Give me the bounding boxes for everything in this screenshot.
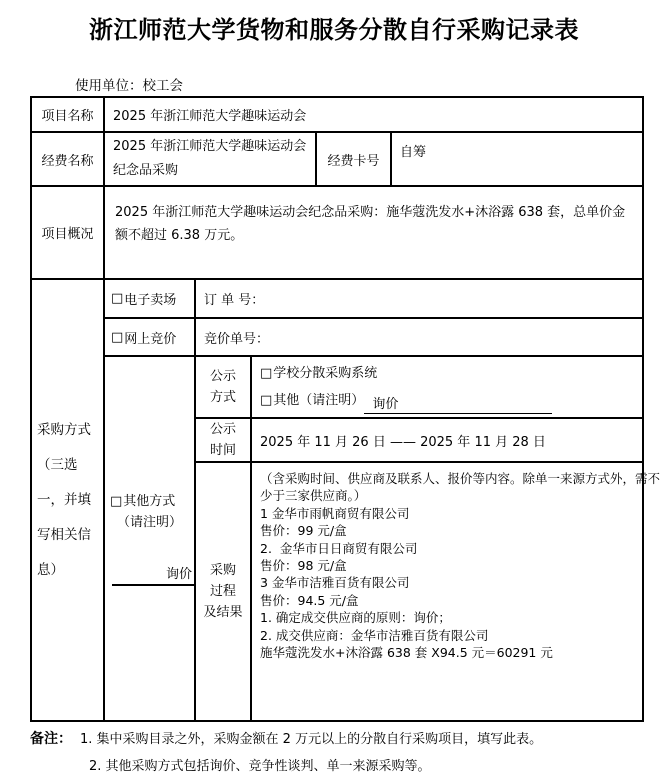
electronic-market-label: 电子卖场 xyxy=(124,293,177,308)
publicity-method-label: 公示 方式 xyxy=(196,357,252,419)
fund-name-value: 2025 年浙江师范大学趣味运动会纪念品采购 xyxy=(105,133,317,187)
fund-name-label: 经费名称 xyxy=(32,133,105,187)
project-name-label: 项目名称 xyxy=(32,98,105,133)
order-number-field[interactable]: 订 单 号： xyxy=(196,280,642,319)
notes-section xyxy=(30,726,645,780)
purchase-method-label: 采购方式 （三选 一，并填 写相关信 息） xyxy=(32,280,105,720)
other-method-checkbox[interactable]: □ xyxy=(110,494,123,509)
process-result-label: 采购 过程 及结果 xyxy=(196,463,252,720)
school-system-checkbox[interactable]: □ xyxy=(260,366,273,381)
electronic-market-checkbox[interactable]: □ xyxy=(111,291,124,306)
fund-card-label: 经费卡号 xyxy=(317,133,392,187)
other-method-fill-blank[interactable]: 询价 xyxy=(112,566,195,586)
project-overview-value: 2025 年浙江师范大学趣味运动会纪念品采购：施华蔻洗发水+沐浴露 638 套，总单价金额不超过 6.38 万元。 xyxy=(105,187,642,280)
online-bidding-checkbox[interactable]: □ xyxy=(111,329,124,345)
project-name-value: 2025 年浙江师范大学趣味运动会 xyxy=(105,98,642,133)
process-result-content: （含采购时间、供应商及联系人、报价等内容。除单一来源方式外，需不 少于三家供应商。） 1 金华市雨帆商贸有限公司 售价：99 元/盒 2. 金华市日日商贸有限公司 售价：98 元/盒 3 金华市洁雅百货有限公司 售价：94.5 元/盒 1. 确定成交供应商的原则：询价； 2. 成交供应商：金华市洁雅百货有限公司 施华蔻洗发水+沐浴露 638 套 X94.5 元＝60291 元 xyxy=(260,471,661,661)
other-method-label: 其他方式 xyxy=(123,494,176,509)
publicity-other-fill-blank[interactable]: 询价 xyxy=(364,397,552,414)
publicity-method-options xyxy=(252,357,642,419)
publicity-other-checkbox[interactable]: □ xyxy=(260,393,273,408)
online-bidding-label: 网上竞价 xyxy=(124,331,177,347)
bidding-number-field[interactable]: 竞价单号： xyxy=(196,319,642,357)
fund-card-value: 自筹 xyxy=(392,133,642,187)
electronic-market-option xyxy=(105,280,196,319)
online-bidding-option xyxy=(105,319,196,357)
notes-label: 备注： xyxy=(30,731,72,747)
using-unit: 使用单位：校工会 xyxy=(75,78,183,94)
other-method-option xyxy=(105,357,196,720)
project-overview-label: 项目概况 xyxy=(32,187,105,280)
page-title: 浙江师范大学货物和服务分散自行采购记录表 xyxy=(89,16,579,44)
school-system-label: 学校分散采购系统 xyxy=(273,366,378,381)
other-method-note: （请注明） xyxy=(117,515,183,530)
publicity-time-value: 2025 年 11 月 26 日 —— 2025 年 11 月 28 日 xyxy=(252,419,642,463)
notes-line-2: 2. 其他采购方式包括询价、竞争性谈判、单一来源采购等。 xyxy=(89,759,431,774)
publicity-time-label: 公示 时间 xyxy=(196,419,252,463)
procurement-record-table xyxy=(30,96,661,722)
notes-line-1: 1. 集中采购目录之外，采购金额在 2 万元以上的分散自行采购项目，填写此表。 xyxy=(80,732,543,747)
publicity-other-label: 其他（请注明） xyxy=(273,393,365,408)
